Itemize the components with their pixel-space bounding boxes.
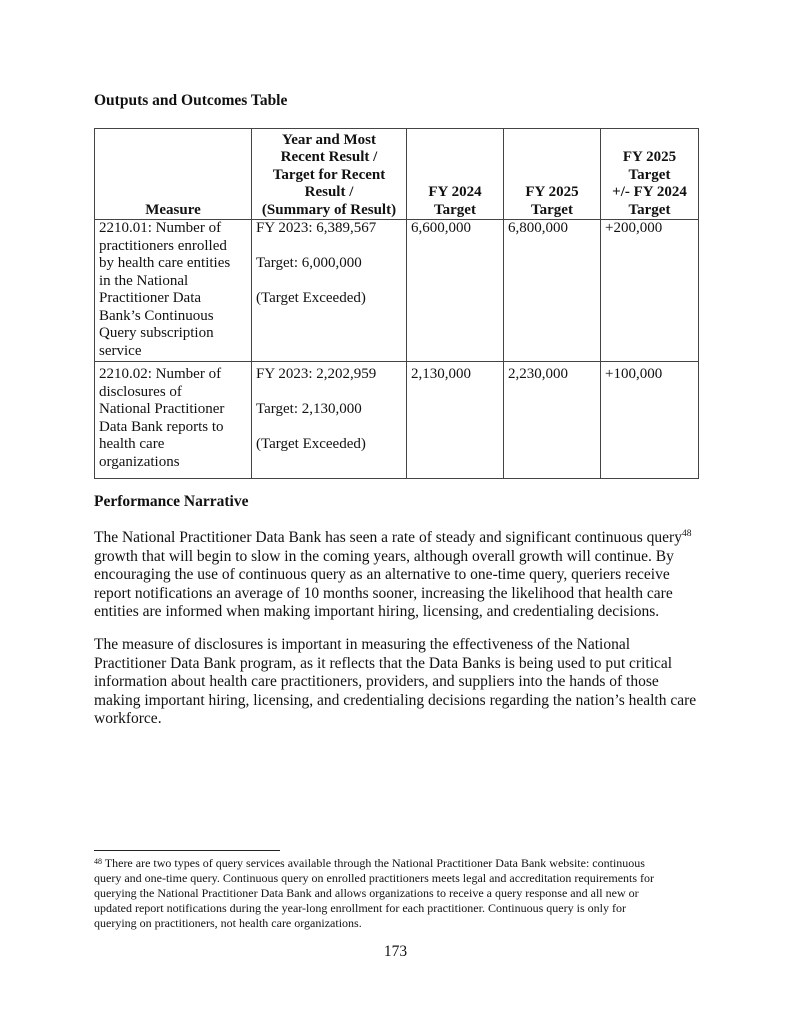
text-line: updated report notifications during the year-long enrollment for each practitioner. Continuous query is only for bbox=[94, 901, 626, 915]
text-line: Bank’s Continuous bbox=[99, 307, 214, 324]
text-line: (Summary of Result) bbox=[261, 201, 397, 218]
text-line: +/- FY 2024 bbox=[612, 184, 687, 200]
text-line: Result / bbox=[304, 184, 354, 200]
text-line: Target bbox=[628, 166, 671, 183]
cell-fy2024: 6,600,000 bbox=[407, 220, 504, 362]
text-line: The measure of disclosures is important in measuring the effectiveness of the National bbox=[94, 636, 631, 653]
text-line: Target bbox=[531, 201, 573, 218]
header-fy2025-target bbox=[504, 129, 601, 220]
text-line: Measure bbox=[145, 201, 201, 218]
text-line: querying the National Practitioner Data Bank and allows organizations to receive a query response and all new or bbox=[94, 886, 639, 900]
text-line: query and one-time query. Continuous query on enrolled practitioners meets legal and accreditation requirements for bbox=[94, 871, 655, 885]
text-line: growth that will begin to slow in the coming years, although overall growth will continue. By bbox=[94, 547, 674, 565]
narrative-title: Performance Narrative bbox=[94, 493, 249, 510]
cell-change: +200,000 bbox=[601, 220, 699, 362]
footnote-first-line: There are two types of query services available through the National Practitioner Data Bank website: continuous bbox=[102, 856, 645, 870]
text-line: by health care entities bbox=[99, 255, 231, 271]
text-line: organizations bbox=[99, 453, 180, 470]
table-header-row bbox=[95, 129, 699, 220]
cell-result bbox=[252, 220, 407, 362]
footnote-rest bbox=[94, 871, 654, 931]
text-line: National Practitioner bbox=[99, 401, 225, 417]
text-line: Target bbox=[434, 201, 476, 218]
header-measure bbox=[95, 129, 252, 220]
text-line: FY 2025 bbox=[525, 184, 579, 200]
result-value: FY 2023: 2,202,959 bbox=[256, 366, 377, 382]
cell-fy2024: 2,130,000 bbox=[407, 362, 504, 479]
footnote-number: 48 bbox=[94, 857, 102, 866]
text-line: Query subscription bbox=[99, 325, 214, 341]
paragraph-1 bbox=[94, 529, 704, 622]
text-line: disclosures of bbox=[99, 383, 182, 400]
header-recent-result bbox=[252, 129, 407, 220]
header-fy2024-target bbox=[407, 129, 504, 220]
outputs-outcomes-table bbox=[94, 128, 699, 479]
text-line: service bbox=[99, 342, 142, 359]
text-line: encouraging the use of continuous query as an alternative to one-time query, queriers receive bbox=[94, 566, 670, 584]
cell-fy2025: 2,230,000 bbox=[504, 362, 601, 479]
header-change bbox=[601, 129, 699, 220]
target-value: Target: 6,000,000 bbox=[256, 255, 362, 271]
result-summary: (Target Exceeded) bbox=[256, 436, 366, 452]
text-line: report notifications an average of 10 months sooner, increasing the likelihood that health care bbox=[94, 584, 673, 602]
text-line: making important hiring, licensing, and credentialing decisions regarding the nation’s health care bbox=[94, 691, 697, 709]
table-title: Outputs and Outcomes Table bbox=[94, 92, 288, 109]
text-line: Target for Recent bbox=[272, 166, 386, 183]
text-line: information about health care practitioners, providers, and suppliers into the hands of those bbox=[94, 673, 659, 691]
target-value: Target: 2,130,000 bbox=[256, 401, 362, 417]
cell-measure bbox=[95, 220, 252, 362]
text-line: Practitioner Data bbox=[99, 290, 202, 306]
cell-fy2025: 6,800,000 bbox=[504, 220, 601, 362]
text-line: FY 2025 bbox=[622, 149, 677, 165]
text-line: querying on practitioners, not health care organizations. bbox=[94, 916, 362, 930]
text-line: Practitioner Data Bank program, as it reflects that the Data Banks is being used to put critical bbox=[94, 654, 673, 672]
footnote-divider bbox=[94, 850, 280, 851]
result-summary: (Target Exceeded) bbox=[256, 290, 366, 306]
text-line: 2210.02: Number of bbox=[99, 366, 222, 382]
cell-result bbox=[252, 362, 407, 479]
cell-change: +100,000 bbox=[601, 362, 699, 479]
table-row bbox=[95, 362, 699, 479]
result-value: FY 2023: 6,389,567 bbox=[256, 220, 377, 236]
text-line: Recent Result / bbox=[280, 149, 378, 165]
text-line: FY 2024 bbox=[428, 184, 482, 200]
text-line: Year and Most bbox=[282, 131, 376, 148]
footnote-reference[interactable]: 48 bbox=[681, 529, 692, 539]
text-line: 2210.01: Number of bbox=[99, 220, 222, 236]
page-number: 173 bbox=[383, 943, 408, 960]
text-line: in the National bbox=[99, 272, 189, 289]
text-line: Data Bank reports to bbox=[99, 418, 224, 435]
text-line: Target bbox=[628, 201, 671, 218]
cell-measure bbox=[95, 362, 252, 479]
footnote bbox=[94, 856, 654, 931]
paragraph-2 bbox=[94, 636, 704, 729]
text-line: workforce. bbox=[94, 710, 162, 728]
text-line: health care bbox=[99, 436, 165, 452]
paragraph-1-first-line: The National Practitioner Data Bank has seen a rate of steady and significant continuous query bbox=[94, 529, 682, 546]
table-row bbox=[95, 220, 699, 362]
text-line: practitioners enrolled bbox=[99, 237, 227, 254]
paragraph-1-rest bbox=[94, 548, 704, 622]
text-line: entities are informed when making important hiring, licensing, and credentialing decisions. bbox=[94, 603, 660, 621]
